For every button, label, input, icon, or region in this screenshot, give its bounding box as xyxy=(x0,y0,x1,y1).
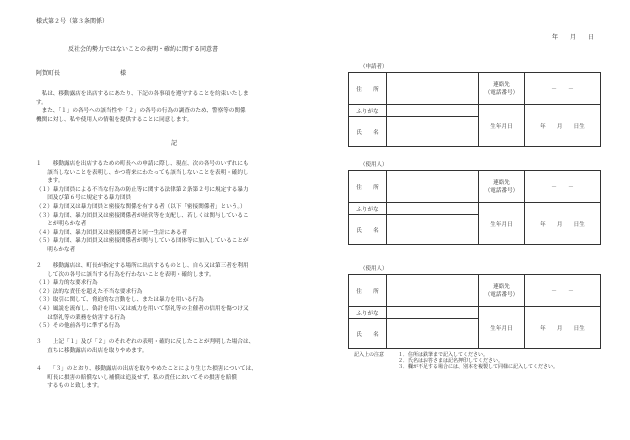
intro-line: す。 xyxy=(36,99,47,106)
applicant-form xyxy=(348,72,601,147)
section-line: （４）暴力団、暴力団員又は密接関係者と同一生計にある者 xyxy=(36,229,188,236)
furigana-field[interactable] xyxy=(387,105,479,117)
notes-list xyxy=(398,352,558,370)
notes-label: 記入上の注意 xyxy=(354,352,385,358)
intro-line: また、「１」の各号への該当性や「２」の各号の行為の調査のため、警察等の関係 xyxy=(36,108,246,115)
furigana-label: ふりがな xyxy=(349,307,387,319)
address-label: 住 所 xyxy=(349,171,387,203)
note-item: １．住所は鉄筆まで記入してください。 xyxy=(398,352,489,358)
birth-field[interactable]: 年 月 日生 xyxy=(525,105,601,147)
address-field[interactable] xyxy=(387,275,479,307)
name-label: 氏 名 xyxy=(349,215,387,245)
phone-field[interactable]: － － xyxy=(525,171,601,203)
contact-label: 連絡先 （電話番号） xyxy=(479,73,525,105)
name-label: 氏 名 xyxy=(349,319,387,349)
section-line: ３ 上記「１」及び「２」のそれぞれの表明・確約に反したことが判明した場合は、 xyxy=(36,339,255,345)
section-line: （３）取引に関して、脅迫的な言動をし、または暴力を用いる行為 xyxy=(36,297,204,304)
name-field[interactable] xyxy=(387,215,479,245)
section-1 xyxy=(36,160,249,255)
ki-heading: 記 xyxy=(171,140,178,147)
birth-field[interactable]: 年 月 日生 xyxy=(525,307,601,349)
addressee: 阿賀町長 xyxy=(36,70,61,77)
section-2 xyxy=(36,262,249,331)
note-item: ２．氏名はお答さまは記名押印してください。 xyxy=(398,358,504,364)
furigana-label: ふりがな xyxy=(349,203,387,215)
honorific: 様 xyxy=(120,70,127,77)
furigana-field[interactable] xyxy=(387,203,479,215)
birth-field[interactable]: 年 月 日生 xyxy=(525,203,601,245)
name-field[interactable] xyxy=(387,117,479,147)
birth-label: 生年月日 xyxy=(479,105,525,147)
section-line: （２）暴力団又は暴力団員と密接な関係を有する者（以下「密接関係者」という。） xyxy=(36,203,246,210)
contact-label: 連絡先 （電話番号） xyxy=(479,171,525,203)
section-line: ４ 「３」のとおり、移動露店の出店を取りやめたことにより生じた損害については、 xyxy=(36,366,257,372)
form-number: 様式第２号（第３条関係） xyxy=(36,18,109,25)
employee-form xyxy=(348,170,601,245)
section-line: （４）風説を流布し、偽計を用い又は威力を用いて祭礼等の主催者の信用を傷つけ又 xyxy=(36,305,249,312)
section-line: １ 移動露店を出店するための町長への申請に際し、現在、次の各号のいずれにも xyxy=(36,161,249,167)
name-field[interactable] xyxy=(387,319,479,349)
section-line: は祭礼等の業務を妨害する行為 xyxy=(36,314,126,321)
section-line: 団及び第６号に規定する暴力団員 xyxy=(36,195,132,202)
birth-label: 生年月日 xyxy=(479,203,525,245)
form-heading-employee-2: （使用人） xyxy=(360,266,388,272)
address-label: 住 所 xyxy=(349,275,387,307)
section-line: （１）暴力的な要求行為 xyxy=(36,280,98,287)
section-line: とが明らかな者 xyxy=(36,221,87,228)
section-line: 直ちに移動露店の出店を取りやめます。 xyxy=(36,347,148,354)
intro-line: 私は、移動露店を出店するにあたり、下記の各事項を遵守することを約束いたしま xyxy=(36,91,249,97)
section-line: ２ 移動露店は、町長が指定する場所に出店するものとし、自ら又は第三者を利用 xyxy=(36,263,249,269)
section-line: して次の各号に該当する行為を行わないことを表明・確約します。 xyxy=(36,271,215,278)
note-item: ３．欄が不足する場合には、別本を複製して同様に記入してください。 xyxy=(398,364,559,370)
section-3 xyxy=(36,338,254,355)
section-line: するものと致します。 xyxy=(36,383,103,390)
section-4 xyxy=(36,365,257,391)
address-field[interactable] xyxy=(387,73,479,105)
section-line: 明らかな者 xyxy=(36,246,76,253)
section-line: 町長に損害の賠償ないし補償は追及せず、私の責任においてその損害を賠償 xyxy=(36,374,237,381)
date-line: 年 月 日 xyxy=(552,34,595,41)
address-field[interactable] xyxy=(387,171,479,203)
section-line: （３）暴力団、暴力団員又は密接関係者が経営等を支配し、若しくは関与しているこ xyxy=(36,212,249,219)
section-line: ます。 xyxy=(36,178,64,185)
phone-field[interactable]: － － xyxy=(525,73,601,105)
section-line: （１）暴力団員による不当な行為の防止等に関する法律第２条第２号に規定する暴力 xyxy=(36,186,249,193)
page-title: 反社会的勢力ではないことの表明・確約に関する同意書 xyxy=(68,46,219,53)
intro-paragraph xyxy=(36,90,249,124)
birth-label: 生年月日 xyxy=(479,307,525,349)
employee-form-2 xyxy=(348,274,601,349)
name-label: 氏 名 xyxy=(349,117,387,147)
furigana-field[interactable] xyxy=(387,307,479,319)
contact-label: 連絡先 （電話番号） xyxy=(479,275,525,307)
form-heading-applicant: （申請者） xyxy=(360,64,388,70)
section-line: （２）法的な責任を超えた不当な要求行為 xyxy=(36,288,143,295)
address-label: 住 所 xyxy=(349,73,387,105)
intro-line: 機関に対し、私や使用人の情報を提供することに同意します。 xyxy=(36,116,193,123)
phone-field[interactable]: － － xyxy=(525,275,601,307)
section-line: （５）その他前各号に準ずる行為 xyxy=(36,323,120,330)
form-heading-employee: （使用人） xyxy=(360,162,388,168)
section-line: 該当しないことを表明し、かつ将来にわたっても該当しないことを表明・確約し xyxy=(36,169,249,176)
section-line: （５）暴力団、暴力団員又は密接関係者が関与している団体等に加入していることが xyxy=(36,238,249,245)
furigana-label: ふりがな xyxy=(349,105,387,117)
